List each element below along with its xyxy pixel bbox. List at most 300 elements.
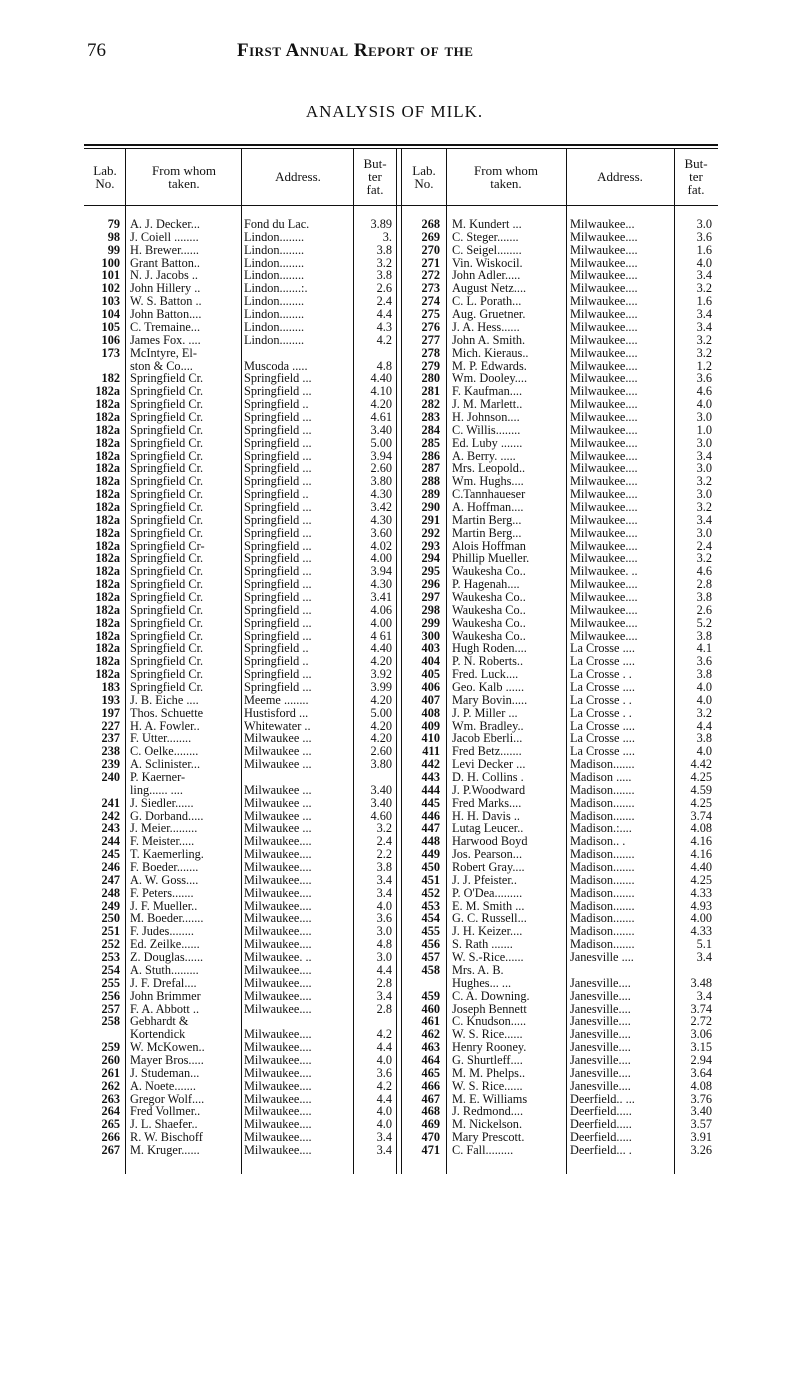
- lab-number-cell-left: 239: [101, 758, 120, 772]
- butter-fat-cell-right: 3.6: [696, 655, 712, 669]
- address-cell-right: Madison.......: [570, 758, 635, 772]
- address-cell-right: Milwaukee....: [570, 423, 638, 437]
- address-cell-left: Lindon........: [244, 269, 305, 283]
- lab-number-cell-left: 182a: [95, 655, 120, 669]
- butter-fat-cell-left: 3.4: [376, 1143, 392, 1157]
- address-cell-right: Milwaukee....: [570, 346, 638, 360]
- from-whom-cell-right: J. H. Keizer....: [452, 925, 523, 939]
- butter-fat-cell-left: 3.4: [376, 886, 392, 900]
- table-row: [84, 1131, 718, 1144]
- lab-number-cell-left: 182a: [95, 552, 120, 566]
- butter-fat-cell-left: 4.0: [376, 1053, 392, 1067]
- butter-fat-cell-right: 3.2: [696, 500, 712, 514]
- lab-number-cell-right: 269: [421, 230, 440, 244]
- butter-fat-cell-right: 3.40: [690, 1105, 712, 1119]
- from-whom-cell-left: Springfield Cr.: [130, 616, 204, 630]
- butter-fat-cell-right: 3.0: [696, 436, 712, 450]
- from-whom-cell-right: Fred Betz.......: [452, 745, 522, 759]
- lab-number-cell-left: 254: [101, 963, 120, 977]
- lab-number-cell-right: 460: [421, 1002, 440, 1016]
- address-cell-right: Milwaukee....: [570, 230, 638, 244]
- lab-number-cell-right: 408: [421, 706, 440, 720]
- butter-fat-cell-right: 4.40: [690, 861, 712, 874]
- from-whom-cell-left: F. Peters.......: [130, 886, 194, 900]
- butter-fat-cell-right: 1.2: [696, 359, 712, 373]
- header-from-whom-right: From whom taken.: [474, 162, 538, 191]
- address-cell-right: Milwaukee....: [570, 282, 638, 296]
- lab-number-cell-right: 291: [421, 513, 440, 527]
- lab-number-cell-left: 256: [101, 989, 120, 1003]
- lab-number-cell-right: 471: [421, 1143, 440, 1157]
- butter-fat-cell-left: 4.2: [376, 333, 392, 347]
- address-cell-left: Milwaukee....: [244, 1041, 312, 1054]
- lab-number-cell-right: 293: [421, 539, 440, 553]
- butter-fat-cell-right: 3.74: [690, 1002, 712, 1016]
- butter-fat-cell-right: 4.25: [690, 796, 712, 810]
- table-row: [84, 475, 718, 488]
- address-cell-left: Milwaukee....: [244, 886, 312, 900]
- address-cell-right: Milwaukee....: [570, 616, 638, 630]
- address-cell-left: Milwaukee....: [244, 873, 312, 887]
- from-whom-cell-right: Waukesha Co..: [452, 616, 526, 630]
- butter-fat-cell-left: 4.06: [370, 603, 392, 617]
- header-address-right: Address.: [597, 169, 643, 184]
- lab-number-cell-left: 182a: [95, 578, 120, 592]
- address-cell-right: Milwaukee....: [570, 256, 638, 270]
- lab-number-cell-left: 182a: [95, 475, 120, 489]
- table-row: [84, 720, 718, 733]
- butter-fat-cell-right: 3.15: [690, 1041, 712, 1054]
- from-whom-cell-left: Springfield Cr.: [130, 462, 204, 476]
- address-cell-right: La Crosse ....: [570, 681, 635, 694]
- butter-fat-cell-right: 3.2: [696, 346, 712, 360]
- address-cell-right: Milwaukee....: [570, 475, 638, 489]
- from-whom-cell-right: Waukesha Co..: [452, 603, 526, 617]
- lab-number-cell-right: 275: [421, 308, 440, 321]
- lab-number-cell-right: 445: [421, 796, 440, 810]
- address-cell-right: Milwaukee....: [570, 526, 638, 540]
- table-row: [84, 450, 718, 463]
- from-whom-cell-left: Ed. Zeilke......: [130, 938, 200, 952]
- butter-fat-cell-left: 4.3: [376, 320, 392, 334]
- header-lab-no-right: Lab. No.: [412, 162, 436, 191]
- address-cell-left: Springfield ...: [244, 681, 312, 694]
- from-whom-cell-left: C. Tremaine...: [130, 320, 201, 334]
- address-cell-left: Milwaukee....: [244, 989, 312, 1003]
- address-cell-left: Milwaukee....: [244, 1053, 312, 1067]
- from-whom-cell-left: Springfield Cr.: [130, 372, 204, 386]
- table-row: [84, 1067, 718, 1080]
- address-cell-right: La Crosse ....: [570, 719, 635, 733]
- address-cell-left: Milwaukee ...: [244, 745, 312, 759]
- butter-fat-cell-left: 4.4: [376, 963, 392, 977]
- lab-number-cell-right: 453: [421, 899, 440, 913]
- butter-fat-cell-right: 4.1: [696, 642, 712, 656]
- lab-number-cell-right: 290: [421, 500, 440, 514]
- table-row: [84, 424, 718, 437]
- address-cell-left: Springfield ...: [244, 436, 312, 450]
- butter-fat-cell-right: 3.74: [690, 809, 712, 823]
- address-cell-right: Madison.......: [570, 848, 635, 862]
- butter-fat-cell-left: 3.6: [376, 912, 392, 926]
- address-cell-left: Lindon........: [244, 320, 305, 334]
- table-row: [84, 347, 718, 360]
- from-whom-cell-right: Wm. Bradley..: [452, 719, 524, 733]
- address-cell-left: Springfield ...: [244, 410, 312, 424]
- butter-fat-cell-left: 5.00: [370, 436, 392, 450]
- address-cell-right: Madison.......: [570, 796, 635, 810]
- from-whom-cell-left: J. F. Mueller..: [130, 899, 198, 913]
- address-cell-left: Milwaukee....: [244, 1118, 312, 1132]
- address-cell-right: Deerfield.....: [570, 1105, 632, 1119]
- address-cell-left: Milwaukee....: [244, 1066, 312, 1080]
- lab-number-cell-right: 461: [421, 1015, 440, 1029]
- lab-number-cell-left: 252: [101, 938, 120, 952]
- butter-fat-cell-left: 4.40: [370, 372, 392, 386]
- lab-number-cell-right: 295: [421, 565, 440, 579]
- address-cell-left: Springfield ...: [244, 668, 312, 682]
- lab-number-cell-left: 182: [101, 372, 120, 386]
- from-whom-cell-right: A. Berry. .....: [452, 449, 516, 463]
- butter-fat-cell-left: 4.0: [376, 1105, 392, 1119]
- butter-fat-cell-right: 4.25: [690, 873, 712, 887]
- lab-number-cell-left: 197: [101, 706, 120, 720]
- table-row: [84, 745, 718, 758]
- address-cell-right: Madison.......: [570, 873, 635, 887]
- from-whom-cell-left: Springfield Cr.: [130, 590, 204, 604]
- address-cell-right: Milwaukee....: [570, 462, 638, 476]
- butter-fat-cell-left: 2.8: [376, 976, 392, 990]
- address-cell-left: Springfield ...: [244, 565, 312, 579]
- lab-number-cell-left: 103: [101, 295, 120, 309]
- address-cell-left: Milwaukee....: [244, 1105, 312, 1119]
- address-cell-right: Milwaukee....: [570, 359, 638, 373]
- from-whom-cell-right: Mrs. A. B.: [452, 963, 504, 977]
- address-cell-right: Milwaukee....: [570, 333, 638, 347]
- table-row: [84, 488, 718, 501]
- from-whom-cell-right: C. Willis........: [452, 423, 521, 437]
- lab-number-cell-right: 458: [421, 963, 440, 977]
- butter-fat-cell-left: 3.2: [376, 256, 392, 270]
- from-whom-cell-right: Alois Hoffman: [452, 539, 526, 553]
- address-cell-left: Milwaukee....: [244, 976, 312, 990]
- butter-fat-cell-left: 2.4: [376, 295, 392, 309]
- butter-fat-cell-left: 2.6: [376, 282, 392, 296]
- lab-number-cell-right: 455: [421, 925, 440, 939]
- butter-fat-cell-left: 3.89: [370, 218, 392, 231]
- butter-fat-cell-right: 3.8: [696, 590, 712, 604]
- from-whom-cell-right: Mary Bovin.....: [452, 693, 528, 707]
- lab-number-cell-right: 452: [421, 886, 440, 900]
- from-whom-cell-left: Springfield Cr.: [130, 552, 204, 566]
- butter-fat-cell-right: 3.0: [696, 462, 712, 476]
- butter-fat-cell-right: 4.0: [696, 256, 712, 270]
- address-cell-right: Madison .....: [570, 771, 632, 784]
- address-cell-right: Milwaukee....: [570, 500, 638, 514]
- table-row: [84, 437, 718, 450]
- table-row: [84, 668, 718, 681]
- table-row: [84, 732, 718, 745]
- address-cell-left: Springfield ...: [244, 616, 312, 630]
- table-row: [84, 771, 718, 784]
- from-whom-cell-left: H. A. Fowler..: [130, 719, 200, 733]
- table-row: [84, 797, 718, 810]
- butter-fat-cell-right: 3.0: [696, 526, 712, 540]
- lab-number-cell-left: 182a: [95, 603, 120, 617]
- from-whom-cell-left: Springfield Cr.: [130, 578, 204, 592]
- table-top-rule: [84, 144, 718, 146]
- from-whom-cell-right: Mary Prescott.: [452, 1131, 525, 1145]
- butter-fat-cell-right: 4.93: [690, 899, 712, 913]
- butter-fat-cell-right: 2.4: [696, 539, 712, 553]
- butter-fat-cell-left: 3.4: [376, 873, 392, 887]
- lab-number-cell-right: 276: [421, 320, 440, 334]
- from-whom-cell-left: J. L. Shaefer..: [130, 1118, 198, 1132]
- lab-number-cell-right: 299: [421, 616, 440, 630]
- lab-number-cell-right: 469: [421, 1118, 440, 1132]
- lab-number-cell-left: 251: [101, 925, 120, 939]
- table-row: [84, 1003, 718, 1016]
- address-cell-left: Springfield ..: [244, 655, 309, 669]
- butter-fat-cell-right: 4.6: [696, 565, 712, 579]
- table-row: [84, 694, 718, 707]
- address-cell-left: Lindon........: [244, 333, 305, 347]
- table-row: [84, 514, 718, 527]
- butter-fat-cell-right: 4.00: [690, 912, 712, 926]
- from-whom-cell-left: A. Stuth.........: [130, 963, 199, 977]
- table-row: [84, 822, 718, 835]
- from-whom-cell-right: S. Rath .......: [452, 938, 513, 952]
- from-whom-cell-right: P. O'Dea.........: [452, 886, 523, 900]
- address-cell-left: Milwaukee ...: [244, 783, 312, 797]
- from-whom-cell-right: Mich. Kieraus..: [452, 346, 529, 360]
- lab-number-cell-left: 182a: [95, 565, 120, 579]
- address-cell-left: Muscoda .....: [244, 359, 308, 373]
- table-row: [84, 578, 718, 591]
- lab-number-cell-left: 241: [101, 796, 120, 810]
- from-whom-cell-left: A. W. Goss....: [130, 873, 199, 887]
- address-cell-left: Springfield ...: [244, 578, 312, 592]
- from-whom-cell-right: J. P.Woodward: [452, 783, 526, 797]
- address-cell-right: Madison.......: [570, 886, 635, 900]
- from-whom-cell-left: Kortendick: [130, 1028, 186, 1042]
- from-whom-cell-right: H. Johnson....: [452, 410, 520, 424]
- address-cell-left: Springfield ...: [244, 475, 312, 489]
- butter-fat-cell-right: 3.8: [696, 668, 712, 682]
- from-whom-cell-right: M. P. Edwards.: [452, 359, 527, 373]
- butter-fat-cell-left: 3.60: [370, 526, 392, 540]
- butter-fat-cell-right: 3.2: [696, 475, 712, 489]
- butter-fat-cell-right: 4.33: [690, 886, 712, 900]
- address-cell-right: Janesville....: [570, 1053, 631, 1067]
- butter-fat-cell-right: 3.64: [690, 1066, 712, 1080]
- from-whom-cell-right: Waukesha Co..: [452, 629, 526, 643]
- address-cell-right: Milwaukee....: [570, 372, 638, 386]
- from-whom-cell-right: F. Kaufman....: [452, 385, 523, 399]
- butter-fat-cell-left: 3.8: [376, 861, 392, 874]
- from-whom-cell-left: A. Noete.......: [130, 1079, 196, 1093]
- table-row: [84, 784, 718, 797]
- lab-number-cell-right: 270: [421, 243, 440, 257]
- from-whom-cell-left: Springfield Cr.: [130, 655, 204, 669]
- from-whom-cell-right: August Netz....: [452, 282, 527, 296]
- lab-number-cell-right: 271: [421, 256, 440, 270]
- address-cell-left: Springfield ...: [244, 590, 312, 604]
- butter-fat-cell-right: 4.08: [690, 1079, 712, 1093]
- butter-fat-cell-left: 3.80: [370, 758, 392, 772]
- address-cell-right: Deerfield.....: [570, 1118, 632, 1132]
- from-whom-cell-right: Martin Berg...: [452, 513, 522, 527]
- table-row: [84, 938, 718, 951]
- address-cell-right: Madison.......: [570, 899, 635, 913]
- address-cell-right: Janesville....: [570, 976, 631, 990]
- from-whom-cell-left: Springfield Cr.: [130, 603, 204, 617]
- table-row: [84, 990, 718, 1003]
- from-whom-cell-right: W. S. Rice......: [452, 1079, 523, 1093]
- butter-fat-cell-right: 3.76: [690, 1092, 712, 1106]
- table-row: [84, 1080, 718, 1093]
- butter-fat-cell-left: 4.0: [376, 899, 392, 913]
- from-whom-cell-right: Martin Berg...: [452, 526, 522, 540]
- table-row: [84, 501, 718, 514]
- lab-number-cell-right: 277: [421, 333, 440, 347]
- table-row: [84, 295, 718, 308]
- butter-fat-cell-left: 3.94: [370, 449, 392, 463]
- butter-fat-cell-left: 3.42: [370, 500, 392, 514]
- from-whom-cell-left: Springfield Cr.: [130, 436, 204, 450]
- address-cell-right: Milwaukee....: [570, 590, 638, 604]
- header-from-whom-left: From whom taken.: [152, 162, 216, 191]
- address-cell-right: Milwaukee....: [570, 552, 638, 566]
- butter-fat-cell-left: 4.61: [370, 410, 392, 424]
- butter-fat-cell-left: 3.0: [376, 925, 392, 939]
- butter-fat-cell-right: 3.91: [690, 1131, 712, 1145]
- butter-fat-cell-right: 1.6: [696, 243, 712, 257]
- lab-number-cell-left: 257: [101, 1002, 120, 1016]
- address-cell-right: Janesville ....: [570, 951, 634, 964]
- address-cell-right: Milwaukee....: [570, 539, 638, 553]
- address-cell-left: Milwaukee ...: [244, 822, 312, 836]
- lab-number-cell-right: 468: [421, 1105, 440, 1119]
- address-cell-right: Madison.......: [570, 912, 635, 926]
- lab-number-cell-right: 284: [421, 423, 440, 437]
- from-whom-cell-left: Thos. Schuette: [130, 706, 204, 720]
- lab-number-cell-right: 272: [421, 269, 440, 283]
- header-lab-no-left: Lab. No.: [93, 162, 117, 191]
- lab-number-cell-right: 406: [421, 681, 440, 694]
- lab-number-cell-right: 444: [421, 783, 440, 797]
- butter-fat-cell-right: 4.25: [690, 771, 712, 784]
- butter-fat-cell-left: 3.8: [376, 243, 392, 257]
- from-whom-cell-left: C. Oelke........: [130, 745, 199, 759]
- table-row: [84, 334, 718, 347]
- lab-number-cell-right: 404: [421, 655, 440, 669]
- butter-fat-cell-right: 3.4: [696, 320, 712, 334]
- address-cell-left: Milwaukee ...: [244, 758, 312, 772]
- address-cell-left: Springfield ...: [244, 423, 312, 437]
- butter-fat-cell-right: 3.4: [696, 269, 712, 283]
- from-whom-cell-right: C. L. Porath...: [452, 295, 522, 309]
- address-cell-right: Janesville....: [570, 1015, 631, 1029]
- from-whom-cell-right: Harwood Boyd: [452, 835, 528, 849]
- lab-number-cell-left: 182a: [95, 526, 120, 540]
- lab-number-cell-right: 470: [421, 1131, 440, 1145]
- lab-number-cell-right: 288: [421, 475, 440, 489]
- from-whom-cell-left: F. Boeder.......: [130, 861, 199, 874]
- address-cell-left: Milwaukee....: [244, 1028, 312, 1042]
- from-whom-cell-left: John Brimmer: [130, 989, 201, 1003]
- address-cell-left: Springfield ..: [244, 642, 309, 656]
- butter-fat-cell-right: 3.2: [696, 706, 712, 720]
- lab-number-cell-left: 182a: [95, 462, 120, 476]
- lab-number-cell-left: 227: [101, 719, 120, 733]
- table-row: [84, 1015, 718, 1028]
- butter-fat-cell-right: 3.4: [696, 449, 712, 463]
- butter-fat-cell-right: 4.0: [696, 681, 712, 694]
- from-whom-cell-left: F. A. Abbott ..: [130, 1002, 200, 1016]
- address-cell-left: Milwaukee....: [244, 925, 312, 939]
- butter-fat-cell-left: 2.8: [376, 1002, 392, 1016]
- butter-fat-cell-left: 3.80: [370, 475, 392, 489]
- butter-fat-cell-left: 4.2: [376, 1028, 392, 1042]
- lab-number-cell-right: 278: [421, 346, 440, 360]
- from-whom-cell-left: Springfield Cr.: [130, 668, 204, 682]
- lab-number-cell-left: 99: [107, 243, 120, 257]
- lab-number-cell-right: 285: [421, 436, 440, 450]
- address-cell-right: Milwaukee....: [570, 603, 638, 617]
- from-whom-cell-right: Geo. Kalb ......: [452, 681, 525, 694]
- lab-number-cell-left: 248: [101, 886, 120, 900]
- butter-fat-cell-left: 2.60: [370, 745, 392, 759]
- from-whom-cell-left: Gregor Wolf....: [130, 1092, 205, 1106]
- running-title: First Annual Report of the: [237, 40, 474, 61]
- address-cell-left: Springfield ...: [244, 372, 312, 386]
- from-whom-cell-left: M. Kruger......: [130, 1143, 200, 1157]
- address-cell-right: Deerfield... .: [570, 1143, 632, 1157]
- from-whom-cell-right: Jos. Pearson...: [452, 848, 523, 862]
- from-whom-cell-right: Mrs. Leopold..: [452, 462, 526, 476]
- lab-number-cell-left: 79: [107, 218, 120, 231]
- lab-number-cell-left: 182a: [95, 539, 120, 553]
- address-cell-left: Hustisford ...: [244, 706, 309, 720]
- butter-fat-cell-right: 3.8: [696, 732, 712, 746]
- address-cell-right: Milwaukee....: [570, 243, 638, 257]
- from-whom-cell-left: P. Kaerner-: [130, 771, 186, 784]
- butter-fat-cell-right: 3.26: [690, 1143, 712, 1157]
- from-whom-cell-left: Springfield Cr.: [130, 475, 204, 489]
- from-whom-cell-left: W. McKowen..: [130, 1041, 205, 1054]
- header-address-left: Address.: [275, 169, 321, 184]
- butter-fat-cell-left: 2.4: [376, 835, 392, 849]
- lab-number-cell-left: 242: [101, 809, 120, 823]
- table-title: ANALYSIS OF MILK.: [305, 102, 484, 121]
- address-cell-left: Springfield ...: [244, 462, 312, 476]
- table-row: [84, 282, 718, 295]
- lab-number-cell-left: 182a: [95, 590, 120, 604]
- table-row: [84, 655, 718, 668]
- butter-fat-cell-left: 4.30: [370, 488, 392, 502]
- lab-number-cell-left: 237: [101, 732, 120, 746]
- from-whom-cell-left: N. J. Jacobs ..: [130, 269, 198, 283]
- from-whom-cell-right: P. Hagenah....: [452, 578, 520, 592]
- from-whom-cell-left: Springfield Cr-: [130, 539, 205, 553]
- address-cell-right: La Crosse ....: [570, 655, 635, 669]
- from-whom-cell-left: T. Kaemerling.: [130, 848, 204, 862]
- butter-fat-cell-right: 3.8: [696, 629, 712, 643]
- address-cell-left: Lindon.......:.: [244, 282, 308, 296]
- address-cell-left: Milwaukee....: [244, 912, 312, 926]
- table-row: [84, 604, 718, 617]
